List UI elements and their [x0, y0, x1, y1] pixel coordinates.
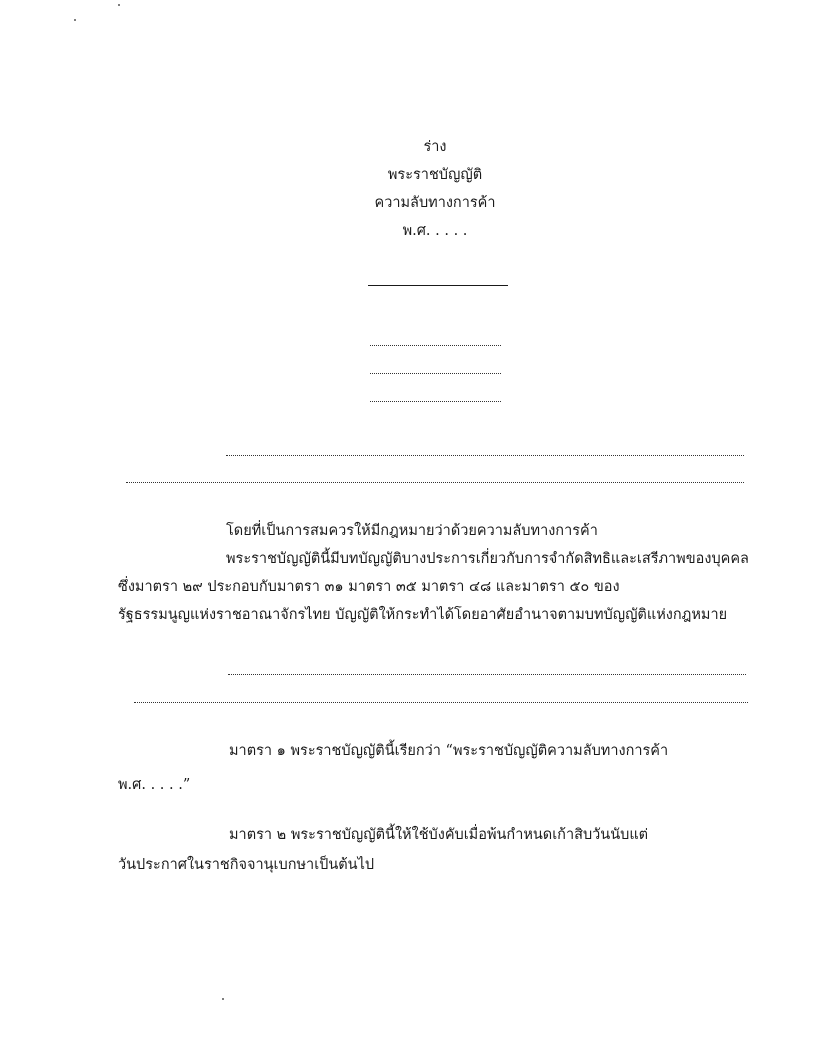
preamble-line: รัฐธรรมนูญแห่งราชอาณาจักรไทย บัญญัติให้กระทำได้โดยอาศัยอำนาจตามบทบัญญัติแห่งกฎหมาย: [118, 607, 728, 623]
blank-line: [226, 455, 744, 456]
draft-label: ร่าง: [423, 139, 447, 155]
section-2-line: วันประกาศในราชกิจจานุเบกษาเป็นต้นไป: [118, 857, 375, 873]
act-year: พ.ศ. . . . .: [402, 223, 468, 239]
blank-line: [370, 373, 501, 374]
blank-line: [228, 674, 746, 675]
blank-line: [134, 702, 748, 703]
scan-speck: [118, 4, 120, 6]
act-subject: ความลับทางการค้า: [374, 195, 496, 211]
title-underline: [368, 285, 508, 286]
blank-line: [370, 345, 501, 346]
scan-speck: [74, 19, 76, 21]
scan-speck: [222, 998, 224, 1000]
preamble-line: พระราชบัญญัตินี้มีบทบัญญัติบางประการเกี่ยวกับการจำกัดสิทธิและเสรีภาพของบุคคล: [226, 551, 749, 567]
preamble-line: ซึ่งมาตรา ๒๙ ประกอบกับมาตรา ๓๑ มาตรา ๓๕ มาตรา ๔๘ และมาตรา ๕๐ ของ: [118, 579, 620, 595]
act-title: พระราชบัญญัติ: [387, 167, 483, 183]
section-1-line: พ.ศ. . . . .”: [118, 777, 191, 793]
section-1-line: มาตรา ๑ พระราชบัญญัตินี้เรียกว่า “พระราชบัญญัติความลับทางการค้า: [229, 743, 669, 759]
blank-line: [370, 401, 501, 402]
preamble-line: โดยที่เป็นการสมควรให้มีกฎหมายว่าด้วยความลับทางการค้า: [226, 523, 598, 539]
section-2-line: มาตรา ๒ พระราชบัญญัตินี้ให้ใช้บังคับเมื่อพ้นกำหนดเก้าสิบวันนับแต่: [229, 827, 649, 843]
blank-line: [126, 482, 744, 483]
